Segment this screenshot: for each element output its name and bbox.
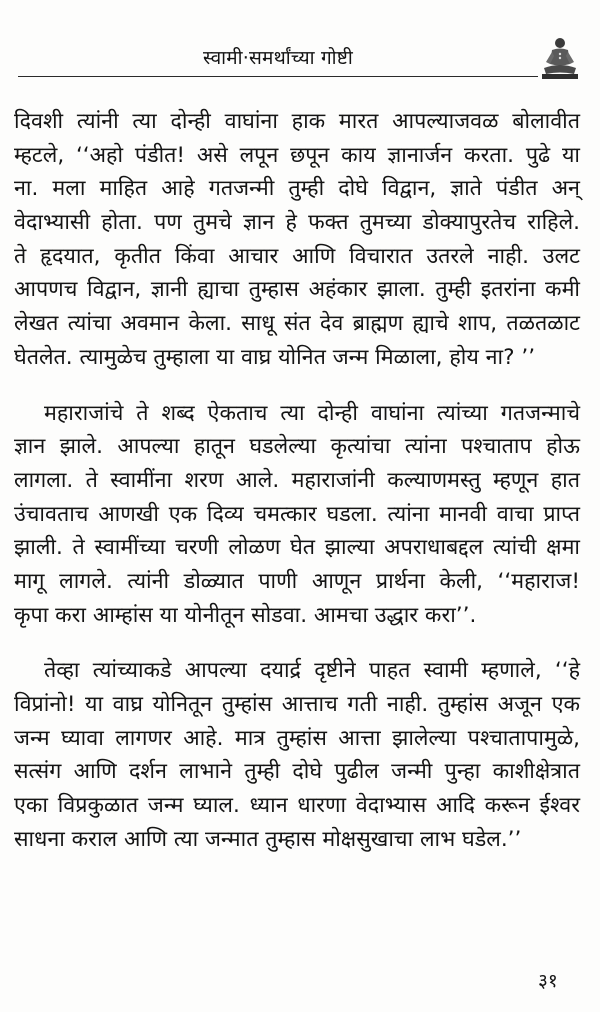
text-line: आपणच विद्वान, ज्ञानी ह्याचा तुम्हास अहंकार झाला. तुम्ही इतरांना कमी [14, 277, 580, 303]
text-line: जन्म घ्यावा लागणर आहे. मात्र तुम्हांस आत्ता झालेल्या पश्चातापामुळे, [14, 725, 580, 751]
text-line: महाराजांचे ते शब्द ऐकताच त्या दोन्ही वाघांना त्यांच्या गतजन्माचे [44, 400, 580, 426]
text-line: ना. मला माहित आहे गतजन्मी तुम्ही दोघे विद्वान, ज्ञाते पंडीत अन् [14, 176, 580, 202]
paragraph-3 [14, 654, 580, 856]
text-line: वेदाभ्यासी होता. पण तुमचे ज्ञान हे फक्त तुमच्या डोक्यापुरतेच राहिले. [14, 210, 580, 236]
text-line: तेव्हा त्यांच्याकडे आपल्या दयार्द्र दृष्टीने पाहत स्वामी म्हणाले, ‘‘हे [44, 658, 580, 684]
text-line: मागू लागले. त्यांनी डोळ्यात पाणी आणून प्रार्थना केली, ‘‘महाराज! [14, 568, 580, 594]
seated-saint-icon [538, 34, 582, 84]
text-line: दिवशी त्यांनी त्या दोन्ही वाघांना हाक मारत आपल्याजवळ बोलावीत [14, 109, 580, 134]
text-line: लागला. ते स्वामींना शरण आले. महाराजांनी कल्याणमस्तु म्हणून हात [14, 467, 580, 493]
text-line: उंचावताच आणखी एक दिव्य चमत्कार घडला. त्यांना मानवी वाचा प्राप्त [14, 501, 580, 527]
paragraph-2 [14, 397, 580, 633]
paragraph-gap [14, 632, 580, 654]
running-header [18, 40, 538, 80]
text-line: म्हटले, ‘‘अहो पंडीत! असे लपून छपून काय ज्ञानार्जन करता. पुढे या [14, 142, 580, 168]
text-line: सत्संग आणि दर्शन लाभाने तुम्ही दोघे पुढील जन्मी पुन्हा काशीक्षेत्रात [14, 759, 580, 785]
running-header-title: स्वामी·समर्थांच्या गोष्टी [202, 47, 353, 69]
story-body [14, 105, 580, 856]
text-line: विप्रांनो! या वाघ्र योनितून तुम्हांस आत्ताच गती नाही. तुम्हांस अजून एक [14, 692, 580, 717]
text-line: कृपा करा आम्हांस या योनीतून सोडवा. आमचा उद्धार करा’’. [14, 602, 477, 628]
page-number: ३१ [538, 970, 558, 992]
text-line: झाली. ते स्वामींच्या चरणी लोळण घेत झाल्या अपराधाबद्दल त्यांची क्षमा [14, 535, 580, 561]
paragraph-1 [14, 105, 580, 375]
header-divider [18, 76, 538, 77]
text-line: ज्ञान झाले. आपल्या हातून घडलेल्या कृत्यांचा त्यांना पश्चाताप होऊ [14, 434, 580, 460]
text-line: लेखत त्यांचा अवमान केला. साधू संत देव ब्राह्मण ह्याचे शाप, तळतळाट [14, 311, 580, 337]
text-line: साधना कराल आणि त्या जन्मात तुम्हास मोक्षसुखाचा लाभ घडेल.’’ [14, 826, 522, 852]
text-line: एका विप्रकुळात जन्म घ्याल. ध्यान धारणा वेदाभ्यास आदि करून ईश्वर [14, 793, 580, 819]
paragraph-gap [14, 375, 580, 397]
text-line: ते हृदयात, कृतीत किंवा आचार आणि विचारात उतरले नाही. उलट [14, 243, 580, 269]
text-line: घेतलेत. त्यामुळेच तुम्हाला या वाघ्र योनित जन्म मिळाला, होय ना? ’’ [14, 344, 536, 370]
